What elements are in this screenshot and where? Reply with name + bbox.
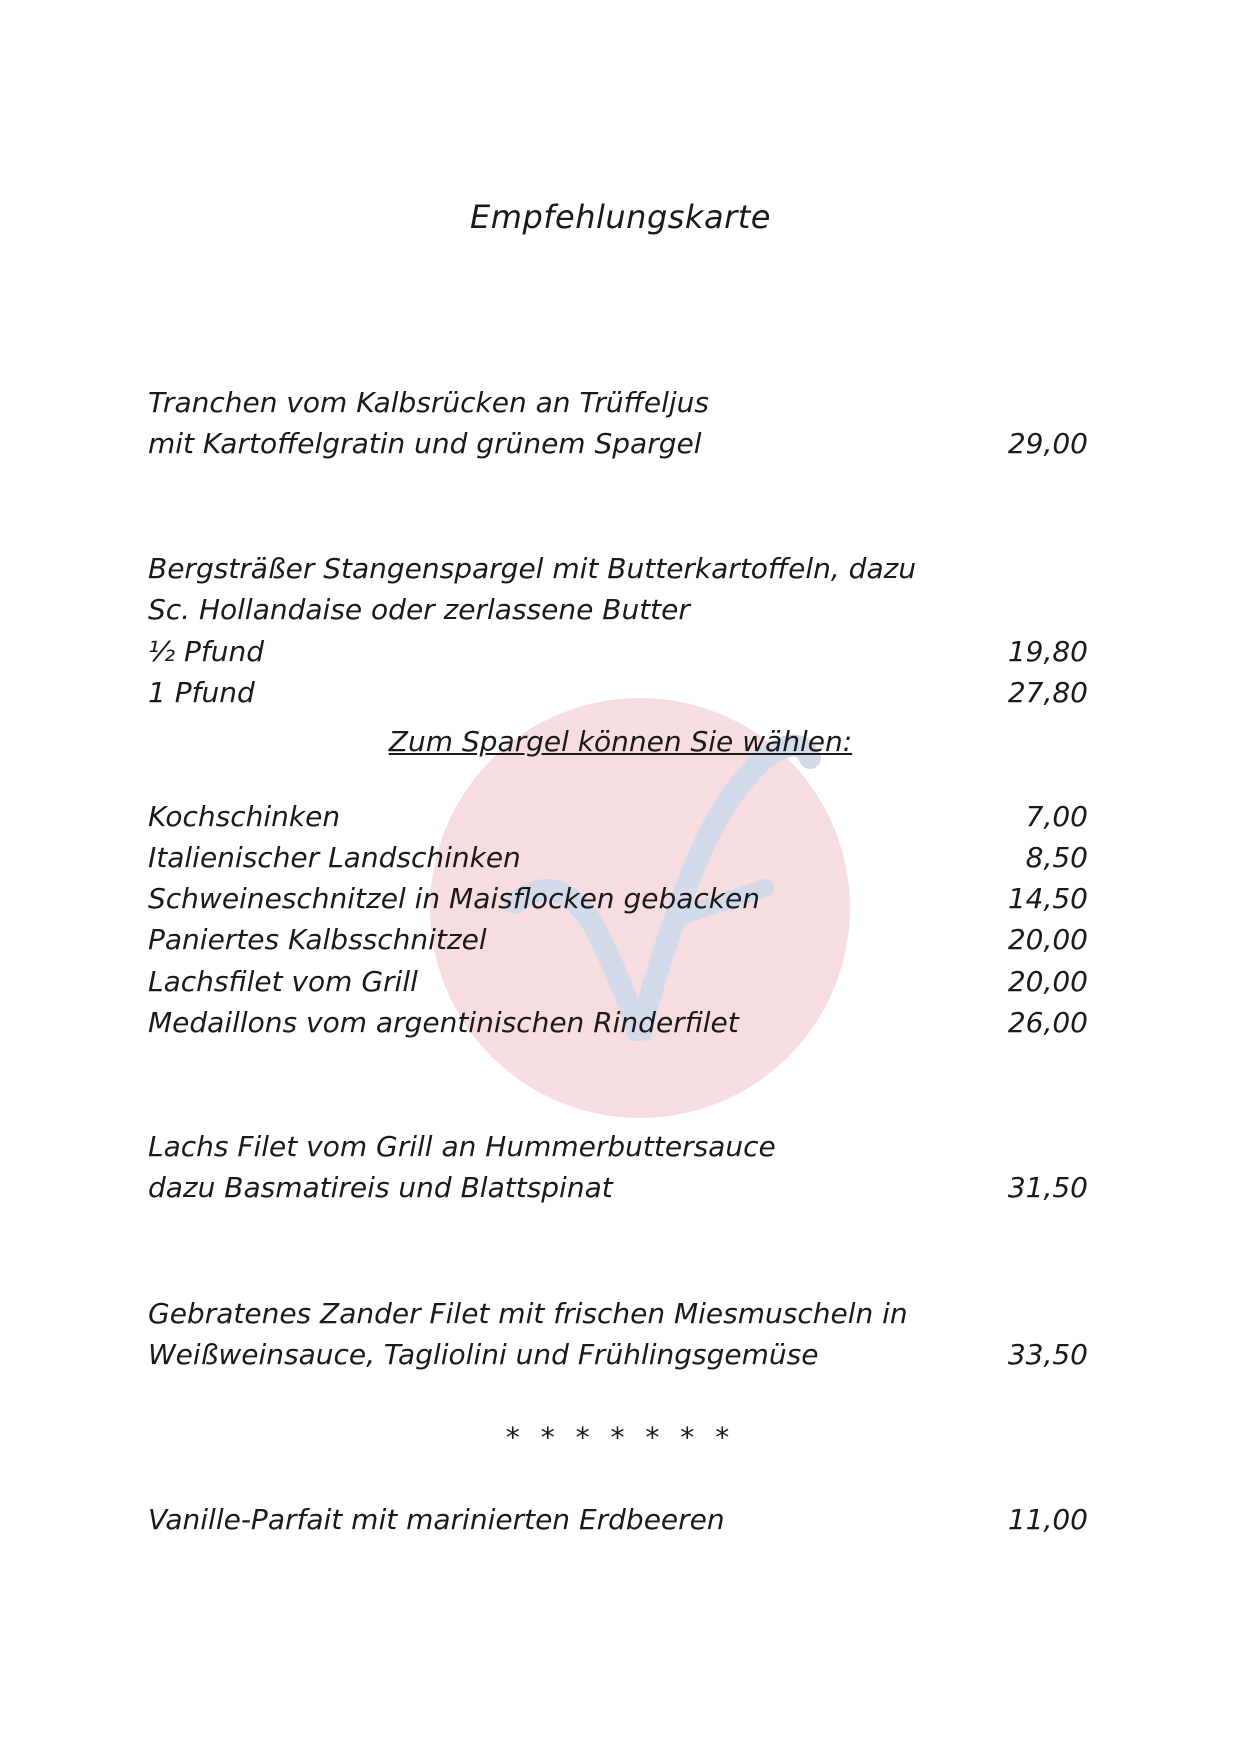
spargel-choice-heading: Zum Spargel können Sie wählen: <box>388 725 853 758</box>
page-title: Empfehlungskarte <box>470 198 771 236</box>
dish-1-line-1 <box>148 383 1088 423</box>
side-label: Kochschinken <box>148 800 341 833</box>
dessert-price: 11,00 <box>1007 1503 1088 1536</box>
dish-3-line-1 <box>148 1127 1088 1167</box>
spargel-line-2 <box>148 590 1088 630</box>
dish-3-price: 31,50 <box>1007 1171 1088 1204</box>
side-price: 7,00 <box>1025 800 1088 833</box>
spargel-option-label: ½ Pfund <box>148 635 265 668</box>
spargel-line-1 <box>148 549 1088 589</box>
side-row <box>148 838 1088 878</box>
side-row <box>148 962 1088 1002</box>
dish-1-price: 29,00 <box>1007 427 1088 460</box>
spargel-description-1: Bergsträßer Stangenspargel mit Butterkartoffeln, dazu <box>148 552 917 585</box>
spargel-option-price: 27,80 <box>1007 676 1088 709</box>
dish-3-description-2: dazu Basmatireis und Blattspinat <box>148 1171 613 1204</box>
side-label: Italienischer Landschinken <box>148 841 521 874</box>
spargel-option-row <box>148 632 1088 672</box>
side-price: 20,00 <box>1007 965 1088 998</box>
side-label: Medaillons vom argentinischen Rinderfilet <box>148 1006 739 1039</box>
spargel-option-price: 19,80 <box>1007 635 1088 668</box>
side-row <box>148 797 1088 837</box>
dish-4-description-2: Weißweinsauce, Tagliolini und Frühlingsgemüse <box>148 1338 819 1371</box>
side-price: 8,50 <box>1025 841 1088 874</box>
dish-1-description-1: Tranchen vom Kalbsrücken an Trüffeljus <box>148 386 709 419</box>
dish-4-line-1 <box>148 1294 1088 1334</box>
spargel-option-row <box>148 673 1088 713</box>
dish-4-description-1: Gebratenes Zander Filet mit frischen Miesmuscheln in <box>148 1297 908 1330</box>
side-row <box>148 920 1088 960</box>
dish-3-line-2 <box>148 1168 1088 1208</box>
side-label: Paniertes Kalbsschnitzel <box>148 923 487 956</box>
dessert-line <box>148 1500 1088 1540</box>
dish-1-line-2 <box>148 424 1088 464</box>
side-label: Lachsfilet vom Grill <box>148 965 418 998</box>
side-label: Schweineschnitzel in Maisflocken gebacken <box>148 882 760 915</box>
side-row <box>148 1003 1088 1043</box>
spargel-description-2: Sc. Hollandaise oder zerlassene Butter <box>148 593 690 626</box>
side-price: 14,50 <box>1007 882 1088 915</box>
dish-4-line-2 <box>148 1335 1088 1375</box>
section-separator: * * * * * * * <box>505 1421 736 1454</box>
spargel-option-label: 1 Pfund <box>148 676 255 709</box>
side-price: 26,00 <box>1007 1006 1088 1039</box>
dish-1-description-2: mit Kartoffelgratin und grünem Spargel <box>148 427 702 460</box>
side-row <box>148 879 1088 919</box>
side-price: 20,00 <box>1007 923 1088 956</box>
dessert-description: Vanille-Parfait mit marinierten Erdbeeren <box>148 1503 725 1536</box>
dish-4-price: 33,50 <box>1007 1338 1088 1371</box>
dish-3-description-1: Lachs Filet vom Grill an Hummerbuttersauce <box>148 1130 776 1163</box>
